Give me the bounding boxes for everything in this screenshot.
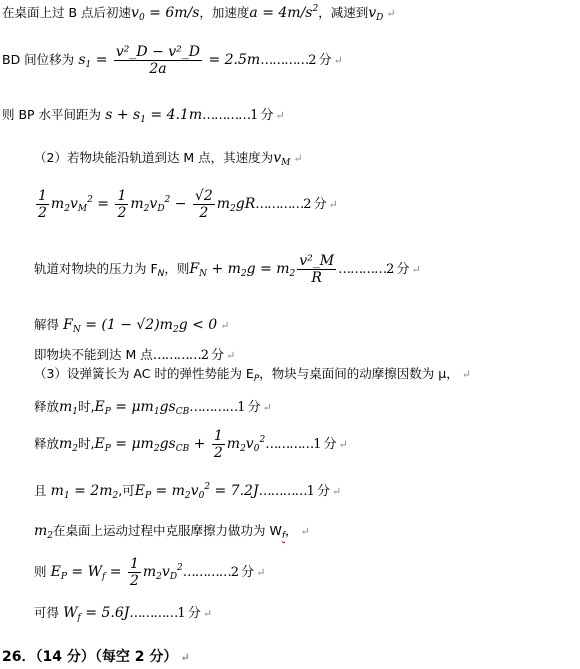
- return-mark: ↵: [333, 54, 343, 67]
- text: （3）设弹簧长为 AC 时的弹性势能为 $E_P$，物块与桌面间的动摩擦因数为 μ，: [34, 366, 459, 384]
- line-9: [34, 364, 471, 384]
- math: $s + s_1 = 4.1m$: [105, 107, 203, 125]
- text: 可得: [34, 605, 60, 620]
- math: $F_N = (1 - √2)m_2g < 0$: [63, 317, 218, 335]
- math-v0: $v_0 = 6m/s$: [131, 5, 200, 23]
- fraction: $\frac{1}{2}$: [117, 188, 127, 221]
- line-2: [2, 44, 343, 77]
- line-13: [34, 521, 310, 541]
- text: （2）若物块能沿轨道到达 M 点，其速度为: [34, 150, 274, 165]
- fraction: $\frac{1}{2}$: [213, 428, 223, 461]
- line-10: [34, 396, 272, 417]
- text: ，加速度: [199, 5, 250, 20]
- math: $E_P = m_2v_0^2 = 7.2J$: [134, 482, 259, 501]
- points: …………2 分: [338, 262, 409, 277]
- math: $m_2v_D^2$: [142, 563, 183, 582]
- line-7: [34, 315, 229, 335]
- fraction: $\frac{\text{v²\_D − v²\_D}}{2a}$: [115, 44, 201, 77]
- return-mark: ↵: [293, 152, 303, 165]
- line-11: [34, 428, 348, 461]
- text: 轨道对物块的压力为 $F_N$，则: [34, 261, 190, 279]
- math: $m_2v_M^2$ =: [50, 195, 114, 214]
- math: $m_1$: [59, 399, 79, 417]
- math: $m_2gR$: [216, 196, 256, 214]
- return-mark: ↵: [202, 607, 213, 620]
- text: 释放: [34, 399, 60, 414]
- math: $m_2v_D^2$ −: [130, 195, 191, 214]
- line-3: [2, 104, 285, 125]
- line-4: [34, 148, 303, 168]
- return-mark: ↵: [331, 485, 342, 498]
- points: …………2 分: [152, 348, 224, 363]
- text: BD 间位移为: [2, 52, 75, 67]
- return-mark: ↵: [328, 198, 338, 211]
- text: 释放: [34, 436, 60, 451]
- text: 时,: [78, 399, 95, 414]
- fraction: $\frac{1}{2}$: [38, 188, 47, 221]
- return-mark: ↵: [338, 438, 348, 451]
- return-mark: ↵: [275, 109, 285, 122]
- return-mark: ↵: [220, 319, 230, 332]
- points: …………2 分: [182, 565, 254, 580]
- return-mark: ↵: [386, 7, 396, 20]
- line-12: [34, 480, 341, 501]
- text: 在桌面上运动过程中克服摩擦力做功为 $W_f$，: [53, 523, 298, 541]
- points: …………1 分: [202, 108, 273, 123]
- text: 且: [34, 483, 47, 498]
- points: …………1 分: [265, 437, 336, 452]
- return-mark: ↵: [256, 566, 266, 579]
- return-mark: ↵: [300, 525, 310, 538]
- return-mark: ↵: [262, 401, 272, 414]
- math: $E_P = W_f$ =: [50, 564, 126, 582]
- line-14: [34, 556, 265, 589]
- return-mark: ↵: [180, 651, 190, 664]
- math-s1: $s_1$ =: [78, 52, 112, 70]
- math-vd: $v_D$: [368, 5, 384, 23]
- line-8: [34, 344, 235, 363]
- line-5: [34, 188, 338, 221]
- fraction: $\frac{√2}{2}$: [194, 188, 213, 221]
- text: 则: [34, 564, 47, 579]
- return-mark: ↵: [411, 263, 421, 276]
- math: $m_2$: [59, 436, 79, 454]
- text: ，减速到: [318, 5, 369, 20]
- math: $m_2v_0^2$: [226, 435, 266, 454]
- math: $F_N + m_2g = m_2$: [189, 261, 296, 279]
- text: ,可: [118, 483, 135, 498]
- math: $E_P = \mu m_2gs_{CB}$ +: [94, 436, 210, 454]
- points: …………2 分: [260, 53, 331, 68]
- math: $W_f = 5.6J$: [63, 605, 130, 623]
- text: 解得: [34, 317, 60, 332]
- return-mark: ↵: [226, 349, 236, 362]
- math: $E_P = \mu m_1gs_{CB}$: [94, 399, 190, 417]
- points: …………1 分: [189, 400, 260, 415]
- line-6: [34, 253, 421, 286]
- math-a: $a = 4m/s^2$: [249, 4, 319, 21]
- points: …………1 分: [258, 484, 329, 499]
- text: 则 BP 水平间距为: [2, 107, 102, 122]
- points: …………2 分: [255, 197, 326, 212]
- line-15: [34, 602, 212, 623]
- math: $m_1 = 2m_2$: [50, 483, 119, 501]
- line-16: [2, 646, 190, 666]
- text: 即物块不能到达 M 点: [34, 347, 153, 362]
- question-heading: 26．（14 分）（每空 2 分）: [2, 649, 178, 665]
- math-result: = 2.5m: [204, 52, 261, 68]
- text: 时,: [78, 436, 95, 451]
- math-vm: $v_M$: [273, 150, 291, 168]
- math: $m_2$: [34, 523, 54, 541]
- text: 在桌面上过 B 点后初速: [2, 5, 132, 20]
- line-1: [2, 3, 396, 23]
- fraction: $\frac{1}{2}$: [129, 556, 139, 589]
- points: …………1 分: [129, 606, 200, 621]
- return-mark: ↵: [461, 368, 471, 381]
- fraction: $\frac{\text{v²\_M}}{R}$: [299, 253, 335, 286]
